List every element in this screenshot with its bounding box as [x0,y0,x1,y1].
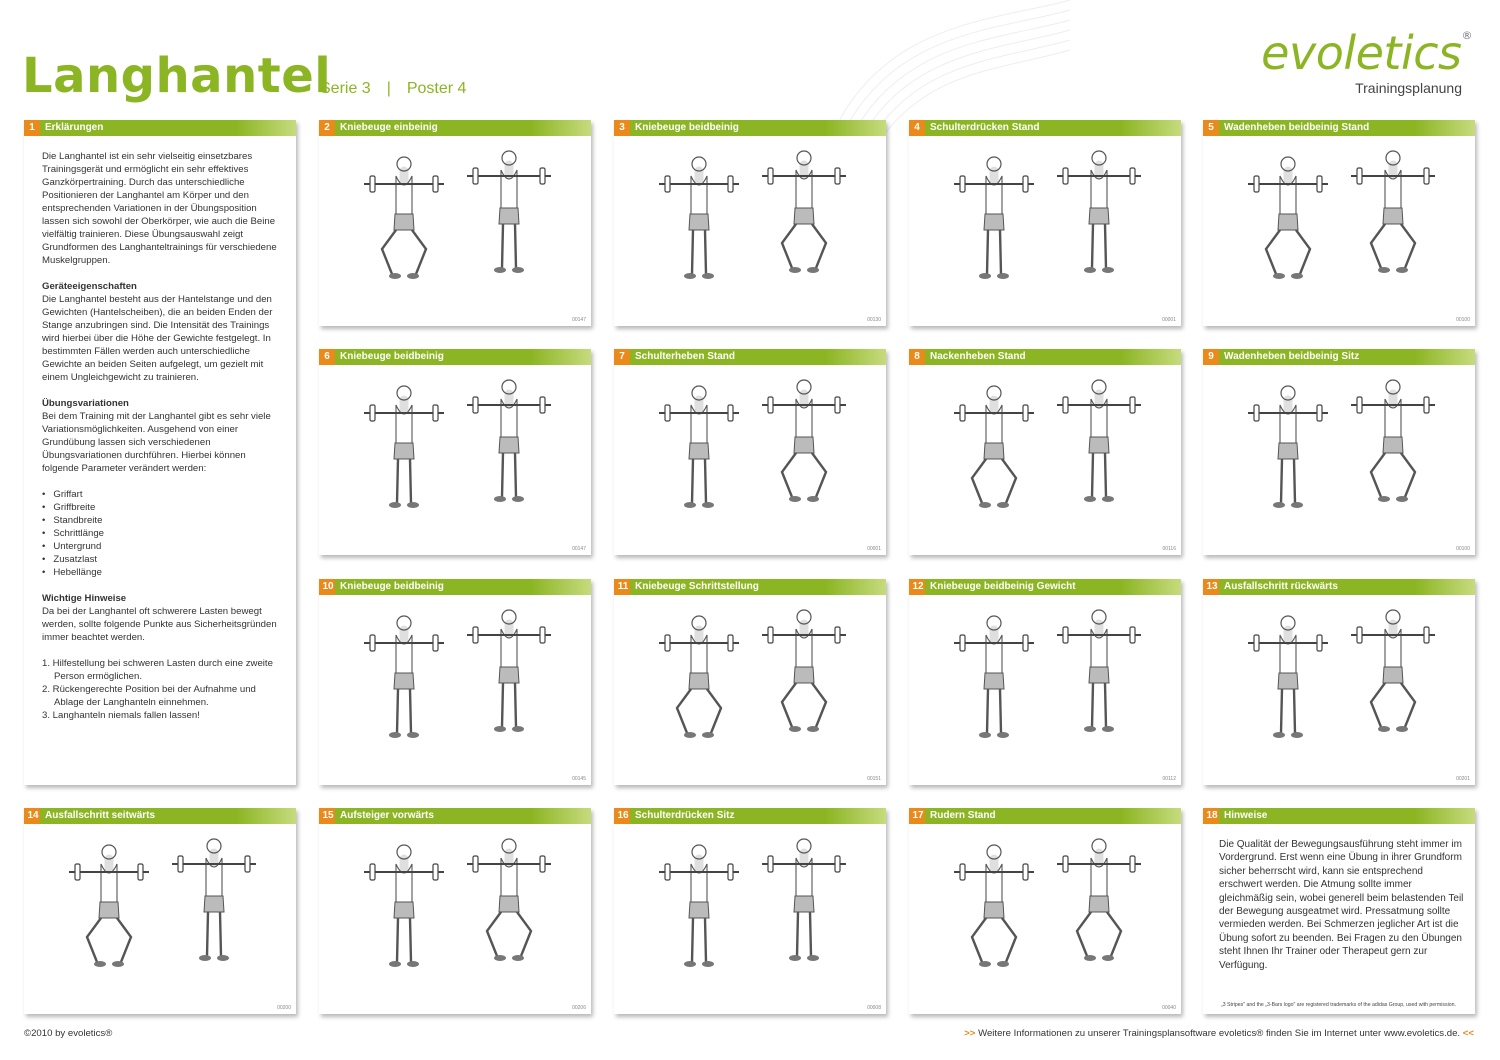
footer-info-text: Weitere Informationen zu unserer Trainingsplansoftware evoletics® finden Sie im Internet unter www.evoletics.de. [978,1028,1461,1039]
copyright: ©2010 by evoletics® [24,1028,113,1039]
card-header [24,808,296,824]
exercise-card [909,808,1181,1014]
card-title: Nackenheben Stand [930,351,1026,362]
upright-row-figures [614,365,886,555]
hints-text: Die Qualität der Bewegungsausführung steht immer im Vordergrund. Erst wenn eine Übung in ihrer Grundform sicher beherrscht wird, kann sie entsprechend erschwert werden. Die Atmung sollte immer gleichmäßig sein, wobei generell beim belastenden Teil der Bewegung ausgeatmet wird. Pressatmung sollte vermieden werden. Bei Schmerzen jeglicher Art ist die Übung sofort zu beenden. Bei Fragen zu den Übungen steht Ihnen Ihr Trainer oder Therapeut gern zur Verfügung. [1219,839,1464,971]
card-title: Schulterdrücken Stand [930,122,1040,133]
card-header [319,120,591,136]
card-title: Kniebeuge einbeinig [340,122,438,133]
step-up-figures [319,824,591,1014]
standing-shoulder-press-figures [909,136,1181,326]
poster-label: Poster 4 [406,80,467,97]
variations-heading: Übungsvariationen [42,398,129,409]
arrows-left: >> [964,1028,976,1039]
card-number: 4 [914,122,920,133]
hug-squat-figures [319,365,591,555]
list-item: 3. Langhanteln niemals fallen lassen! [42,710,200,721]
card-title: Wadenheben beidbeinig Sitz [1224,351,1360,362]
exercise-code: 00200 [277,1005,291,1011]
exercise-card [319,579,591,785]
equipment-heading: Geräteeigenschaften [42,281,137,292]
exercise-code: 00112 [1162,776,1176,782]
subtitle-separator: | [386,80,391,97]
notes-heading: Wichtige Hinweise [42,593,127,604]
card-title: Kniebeuge beidbeinig Gewicht [930,581,1076,592]
exercise-code: 00151 [867,776,881,782]
single-leg-squat-figures [319,136,591,326]
list-item: 2. Rückengerechte Position bei der Aufnahme und Ablage der Langhanteln einnehmen. [42,684,256,708]
info-card [24,120,296,785]
card-title: Ausfallschritt rückwärts [1224,581,1338,592]
poster-title: Langhantel [22,48,332,104]
card-number: 11 [617,581,629,592]
card-number: 17 [912,810,924,821]
card-title: Kniebeuge beidbeinig [635,122,739,133]
card-header [1203,349,1475,365]
card-title: Ausfallschritt seitwärts [45,810,156,821]
exercise-card [909,120,1181,326]
logo-wordmark: evoletics [1261,26,1462,80]
exercise-card [909,349,1181,555]
card-number: 2 [324,122,330,133]
parameter-list [42,488,282,579]
side-lunge-figures [24,824,296,1014]
notes-text: Da bei der Langhantel oft schwerere Lasten bewegt werden, sollte folgende Punkte aus Sicherheitsgründen immer beachtet werden. [42,606,277,643]
exercise-code: 00001 [867,546,881,552]
deadlift-squat-figures [319,595,591,785]
exercise-card [319,349,591,555]
list-item: • Schrittlänge [42,527,282,540]
exercise-code: 00116 [1162,546,1176,552]
list-item: 1. Hilfestellung bei schweren Lasten durch eine zweite Person ermöglichen. [42,658,273,682]
list-item: • Untergrund [42,540,282,553]
exercise-code: 00147 [572,546,586,552]
card-header [909,808,1181,824]
card-header [319,808,591,824]
series-label: Serie 3 [320,80,371,97]
exercise-card [909,579,1181,785]
equipment-text: Die Langhantel besteht aus der Hantelstange und den Gewichten (Hantelscheiben), die an beiden Enden der Stange anzubringen sind. Die Intensität des Trainings wird hierbei über die Höhe der Gewichte festgelegt. In bestimmten Fällen werden auch unterschiedliche Gewichte an beiden Seiten aufgelegt, um gezielt mit einem Ungleichgewicht zu trainieren. [42,294,273,383]
logo-tagline: Trainingsplanung [1355,80,1462,96]
exercise-card [319,808,591,1014]
list-item: • Griffbreite [42,501,282,514]
card-header [909,120,1181,136]
front-squat-figures [614,136,886,326]
card-header [319,349,591,365]
card-number: 6 [324,351,330,362]
card-title: Erklärungen [45,122,104,133]
card-number: 14 [27,810,39,821]
card-header [909,579,1181,595]
standing-calf-raise-figures [1203,136,1475,326]
card-title: Rudern Stand [930,810,996,821]
list-item: • Hebellänge [42,566,282,579]
exercise-card [24,808,296,1014]
card-header [614,808,886,824]
card-header [909,349,1181,365]
info-card-body [42,150,282,722]
intro-text: Die Langhantel ist ein sehr vielseitig einsetzbares Trainingsgerät und ermöglicht ein sehr effektives Ganzkörpertraining. Durch das unterschiedliche Positionieren der Langhantel am Körper und den entsprechenden Variationen in der Übungsposition lassen sich sowohl der Oberkörper, wie auch die Beine vielfältig trainieren. Diese Übungsauswahl zeigt Grundformen des Langhanteltrainings für verschiedene Muskelgruppen. [42,151,277,266]
card-header [24,120,296,136]
card-title: Kniebeuge beidbeinig [340,581,444,592]
card-header [1203,808,1475,824]
exercise-card [319,120,591,326]
exercise-code: 00145 [572,776,586,782]
logo-reg-mark: ® [1461,29,1472,42]
card-title: Hinweise [1224,810,1268,821]
card-header [614,349,886,365]
reverse-lunge-figures [1203,595,1475,785]
card-title: Kniebeuge Schrittstellung [635,581,759,592]
split-squat-figures [614,595,886,785]
exercise-code: 00147 [572,317,586,323]
bent-over-row-figures [909,824,1181,1014]
exercise-card [1203,579,1475,785]
seated-calf-raise-figures [1203,365,1475,555]
footer-info [964,1028,1474,1039]
exercise-card [614,120,886,326]
card-number: 15 [322,810,334,821]
card-number: 8 [914,351,920,362]
card-number: 3 [619,122,625,133]
exercise-code: 00100 [1456,317,1470,323]
exercise-code: 00040 [1162,1005,1176,1011]
background-swirl-graphic [820,0,1080,140]
card-header [614,579,886,595]
notes-list [42,657,282,722]
exercise-code: 00100 [1456,546,1470,552]
card-header [1203,579,1475,595]
card-header [319,579,591,595]
exercise-code: 00206 [572,1005,586,1011]
trademark-note: „3 Stripes" and the „3-Bars logo" are registered trademarks of the adidas Group, used with permission. [1221,1002,1456,1008]
exercise-code: 00001 [1162,317,1176,323]
shrug-figures [909,365,1181,555]
card-number: 7 [619,351,625,362]
evoletics-logo [1261,26,1472,96]
card-header [614,120,886,136]
card-number: 9 [1208,351,1214,362]
card-number: 10 [322,581,334,592]
card-number: 13 [1206,581,1218,592]
card-title: Schulterheben Stand [635,351,736,362]
card-header [1203,120,1475,136]
card-number: 1 [29,122,35,133]
card-number: 18 [1206,810,1218,821]
poster-subtitle [320,80,466,98]
list-item: • Standbreite [42,514,282,527]
variations-text: Bei dem Training mit der Langhantel gibt es sehr viele Variationsmöglichkeiten. Ausgehend von einer Grundübung lassen sich verschiedenen Übungsvariationen durchführen. Hierbei können folgende Parameter verändert werden: [42,411,271,474]
list-item: • Zusatzlast [42,553,282,566]
card-title: Kniebeuge beidbeinig [340,351,444,362]
hints-card [1203,808,1475,1014]
card-number: 5 [1208,122,1214,133]
card-title: Wadenheben beidbeinig Stand [1224,122,1370,133]
plate-squat-figures [909,595,1181,785]
exercise-card [614,808,886,1014]
card-number: 12 [912,581,924,592]
exercise-card [1203,349,1475,555]
exercise-code: 00008 [867,1005,881,1011]
exercise-card [1203,120,1475,326]
exercise-code: 00130 [867,317,881,323]
exercise-card [614,349,886,555]
card-title: Schulterdrücken Sitz [635,810,735,821]
card-number: 16 [617,810,629,821]
exercise-code: 00201 [1456,776,1470,782]
seated-shoulder-press-figures [614,824,886,1014]
list-item: • Griffart [42,488,282,501]
card-title: Aufsteiger vorwärts [340,810,434,821]
exercise-card [614,579,886,785]
arrows-right: << [1462,1028,1474,1039]
